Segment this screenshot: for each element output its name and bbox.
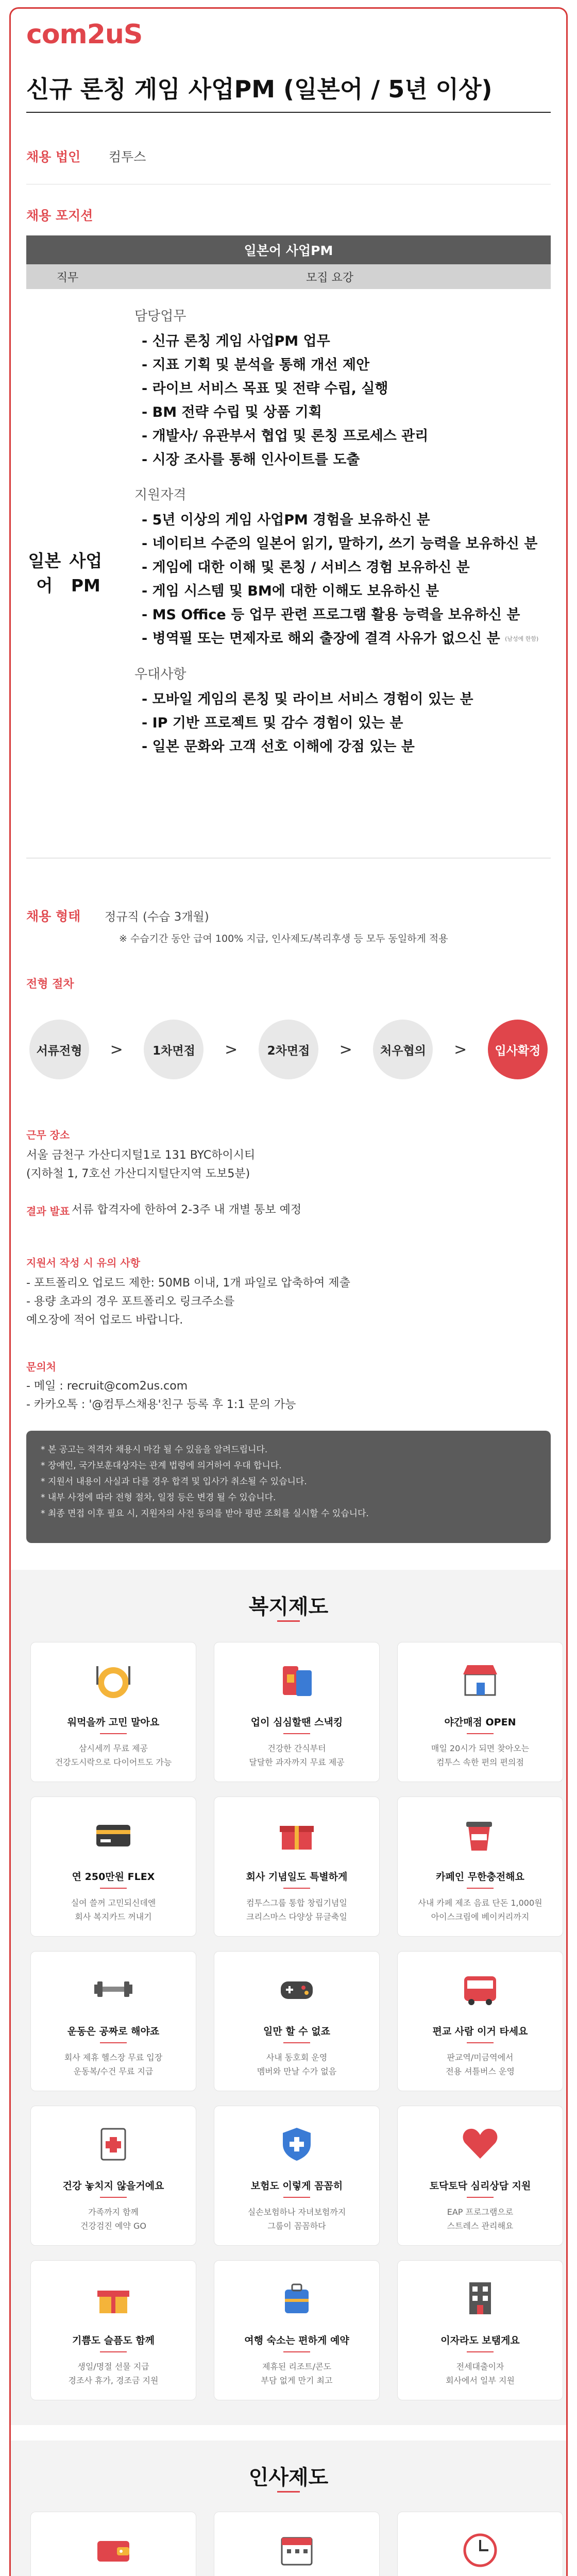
step-interview-1: 1차면접 (144, 1020, 203, 1079)
benefit-desc: 제휴된 리조트/콘도 부담 없게 만기 최고 (261, 2362, 333, 2385)
benefit-divider (283, 2042, 310, 2043)
page-title: 신규 론칭 게임 사업PM (일본어 / 5년 이상) (26, 75, 493, 103)
benefit-title: 건강 놓치지 않을거에요 (62, 2180, 164, 2192)
benefit-card (214, 2106, 380, 2246)
job-name-line: 사업PM (69, 551, 103, 596)
benefit-desc: 실여 쓸꺼 고민되신데엔 회사 복지카드 꺼내기 (71, 1898, 156, 1922)
benefit-title: 일만 할 수 없죠 (263, 2026, 330, 2037)
benefit-desc: 건강한 간식부터 달달한 과자까지 무료 제공 (249, 1743, 345, 1767)
benefit-title: 카페인 무한충전해요 (436, 1871, 524, 1883)
col-requirements: 모집 요강 (306, 271, 353, 284)
benefit-divider (283, 1888, 310, 1889)
benefit-card (214, 1951, 380, 2091)
company-logo: com2uS (26, 19, 143, 50)
list-item (142, 627, 540, 651)
qualifications-list (134, 509, 540, 651)
job-name-line: 일본어 (28, 551, 61, 596)
col-job: 직무 (56, 271, 79, 284)
list-item: - 지표 기획 및 분석을 통해 개선 제안 (142, 353, 540, 377)
notice-line: * 장애인, 국가보훈대상자는 관계 법령에 의거하여 우대 합니다. (41, 1461, 282, 1471)
welfare-heading-underline (277, 1620, 300, 1622)
gift-icon (274, 1811, 320, 1858)
wallet-icon (90, 2527, 137, 2573)
benefit-divider (100, 1733, 127, 1734)
list-item: - 신규 론칭 게임 사업PM 업무 (142, 330, 540, 353)
list-item: - 개발사/ 유관부서 협업 및 론칭 프로세스 관리 (142, 425, 540, 448)
notice-line: * 최종 면접 이후 필요 시, 지원자의 사전 동의를 받아 평판 조회를 실시할 수 있습니다. (41, 1509, 369, 1519)
list-item: - 라이브 서비스 목표 및 전략 수립, 실행 (142, 377, 540, 401)
notice-line: * 지원서 내용이 사실과 다를 경우 합격 및 입사가 취소될 수 있습니다. (41, 1477, 307, 1487)
meal-icon (90, 1657, 137, 1703)
hr-heading: 인사제도 (248, 2466, 329, 2489)
list-item: - 시장 조사를 통해 인사이트를 도출 (142, 448, 540, 472)
benefit-desc: EAP 프로그램으로 스트레스 관리해요 (447, 2207, 514, 2231)
preferred-list (134, 688, 540, 759)
caution-line-3: 예오장에 적어 업로드 바랍니다. (26, 1314, 183, 1327)
contact-email[interactable]: - 메일 : recruit@com2us.com (26, 1380, 188, 1393)
benefit-card (397, 1642, 563, 1782)
benefit-desc: 생일/명절 선물 지급 경조사 휴가, 경조금 지원 (68, 2362, 159, 2385)
benefit-divider (283, 2351, 310, 2352)
benefit-desc: 사내 동호회 운영 멤버와 만날 수가 없음 (257, 2053, 337, 2076)
benefit-card (214, 1642, 380, 1782)
list-item: - 네이티브 수준의 일본어 읽기, 말하기, 쓰기 능력을 보유하신 분 (142, 532, 540, 556)
benefit-card (30, 2512, 196, 2576)
benefit-title: 보험도 이렇게 꼼꼼히 (250, 2180, 343, 2192)
benefit-card (397, 2106, 563, 2246)
benefit-card (397, 1951, 563, 2091)
benefit-card (30, 1951, 196, 2091)
benefit-desc: 컴투스그룹 통합 창립기념일 크리스마스 다양상 뮤글축일 (246, 1898, 347, 1922)
hr-heading-underline (277, 2491, 300, 2493)
card-icon (90, 1811, 137, 1858)
chevron-right-icon: > (339, 1040, 352, 1059)
chevron-right-icon: > (454, 1040, 467, 1059)
benefit-title: 야간매점 OPEN (444, 1717, 516, 1728)
job-table (26, 235, 551, 858)
list-item: - 게임 시스템 및 BM에 대한 이해도 보유하신 분 (142, 580, 540, 603)
location-line-1: 서울 금천구 가산디지털1로 131 BYC하이시티 (26, 1149, 256, 1162)
chevron-right-icon: > (110, 1040, 123, 1059)
list-item: - 일본 문화와 고객 선호 이해에 강점 있는 분 (142, 735, 540, 759)
table-head: 일본어 사업PM (26, 235, 551, 264)
contact-label: 문의처 (26, 1361, 56, 1373)
dumbbell-icon (90, 1966, 137, 2012)
benefit-title: 운동은 공짜로 해야죠 (67, 2026, 160, 2037)
heart-icon (457, 2121, 503, 2167)
benefit-divider (467, 2351, 494, 2352)
checkup-icon (90, 2121, 137, 2167)
benefit-divider (100, 2197, 127, 2198)
process-label: 전형 절차 (26, 978, 74, 991)
step-negotiation: 처우협의 (373, 1020, 433, 1079)
benefit-title: 연 250만원 FLEX (72, 1871, 155, 1883)
corp-label: 채용 법인 (26, 149, 81, 164)
benefit-card (214, 2512, 380, 2576)
coffee-icon (457, 1811, 503, 1858)
list-item-text: 병역필 또는 면제자로 해외 출장에 결격 사유가 없으신 분 (152, 631, 500, 647)
benefit-divider (283, 2197, 310, 2198)
benefit-desc: 판교역/미금역에서 전용 셔틀버스 운영 (446, 2053, 515, 2076)
duties-list (134, 330, 540, 472)
benefit-divider (467, 2042, 494, 2043)
benefit-divider (100, 2042, 127, 2043)
list-item: - 모바일 게임의 론칭 및 라이브 서비스 경험이 있는 분 (142, 688, 540, 711)
snack-icon (274, 1657, 320, 1703)
duties-title: 담당업무 (134, 309, 186, 324)
store-icon (457, 1657, 503, 1703)
benefit-title: 여행 숙소는 편하게 예약 (244, 2335, 349, 2346)
employment-label: 채용 형태 (26, 909, 81, 924)
requirements (109, 289, 551, 858)
table-row (26, 289, 551, 858)
insurance-icon (274, 2121, 320, 2167)
welfare-heading: 복지제도 (248, 1595, 329, 1619)
position-label: 채용 포지션 (26, 208, 93, 223)
list-item: - 5년 이상의 게임 사업PM 경험을 보유하신 분 (142, 509, 540, 532)
benefit-card (214, 2260, 380, 2400)
benefit-title: 업이 심심할땐 스낵킹 (250, 1717, 343, 1728)
benefit-desc: 사내 카페 제조 음료 단돈 1,000원 아이스크림에 베이커리까지 (418, 1898, 542, 1922)
benefit-card (397, 1797, 563, 1937)
step-document: 서류전형 (29, 1020, 89, 1079)
benefit-card (397, 2512, 563, 2576)
game-icon (274, 1966, 320, 2012)
bus-icon (457, 1966, 503, 2012)
contact-kakao: - 카카오톡 : '@컴투스채용'친구 등록 후 1:1 문의 가능 (26, 1398, 296, 1411)
announce-value: 서류 합격자에 한하여 2-3주 내 개별 통보 예정 (72, 1204, 302, 1216)
caution-line-1: - 포트폴리오 업로드 제한: 50MB 이내, 1개 파일로 압축하여 제출 (26, 1277, 350, 1290)
benefit-title: 토닥토닥 심리상담 지원 (429, 2180, 531, 2192)
benefit-card (397, 2260, 563, 2400)
benefit-title: 이자라도 보탬게요 (440, 2335, 520, 2346)
job-name (26, 289, 109, 858)
caution-line-2: - 용량 초과의 경우 포트폴리오 링크주소를 (26, 1295, 235, 1308)
travel-icon (274, 2275, 320, 2321)
location-label: 근무 장소 (26, 1129, 70, 1141)
military-note: (남성에 한함) (505, 635, 539, 642)
preferred-title: 우대사항 (134, 666, 186, 682)
benefit-desc: 가족까지 함께 건강검진 예약 GO (80, 2207, 146, 2231)
announce-label: 결과 발표 (26, 1205, 70, 1217)
benefit-desc: 삼시세끼 무료 제공 건강도시락으로 다이어트도 가능 (55, 1743, 172, 1767)
building-icon (457, 2275, 503, 2321)
benefit-card (30, 1797, 196, 1937)
benefit-desc: 회사 제휴 헬스장 무료 입장 운동복/수건 무료 지급 (64, 2053, 163, 2076)
caution-label: 지원서 작성 시 유의 사항 (26, 1257, 141, 1269)
list-item: - MS Office 등 업무 관련 프로그램 활용 능력을 보유하신 분 (142, 603, 540, 627)
clock-icon (457, 2527, 503, 2573)
benefit-desc: 실손보험하나 자녀보험까지 그룹이 꼼꼼하다 (247, 2207, 346, 2231)
notice-line: * 내부 사정에 따라 전형 절차, 일정 등은 변경 될 수 있습니다. (41, 1493, 276, 1503)
process-steps (26, 1019, 551, 1080)
benefit-desc: 매일 20시가 되면 찾아오는 컴투스 속한 편의 편의점 (431, 1743, 530, 1767)
title-divider (26, 112, 551, 113)
present-icon (90, 2275, 137, 2321)
benefit-title: 편교 사람 이거 타세요 (432, 2026, 528, 2037)
benefit-card (30, 2106, 196, 2246)
benefit-divider (100, 1888, 127, 1889)
table-subhead (26, 264, 551, 289)
job-posting-frame (9, 7, 568, 2576)
benefit-card (214, 1797, 380, 1937)
benefit-divider (467, 2197, 494, 2198)
calendar-icon (274, 2527, 320, 2573)
chevron-right-icon: > (225, 1040, 238, 1059)
step-confirmed: 입사확정 (488, 1020, 548, 1079)
step-interview-2: 2차면접 (259, 1020, 318, 1079)
benefit-divider (100, 2351, 127, 2352)
benefit-card (30, 1642, 196, 1782)
benefit-divider (467, 1733, 494, 1734)
benefit-divider (283, 1733, 310, 1734)
notice-box (26, 1431, 551, 1543)
corp-value: 컴투스 (109, 149, 146, 164)
benefit-divider (467, 1888, 494, 1889)
benefit-title: 회사 기념일도 특별하게 (246, 1871, 348, 1883)
posting-content (26, 9, 551, 2576)
list-item: - IP 기반 프로젝트 및 감수 경험이 있는 분 (142, 711, 540, 735)
list-item: - BM 전략 수립 및 상품 기획 (142, 401, 540, 425)
notice-line: * 본 공고는 적격자 채용시 마감 될 수 있음을 알려드립니다. (41, 1445, 268, 1455)
benefit-card (30, 2260, 196, 2400)
employment-note: ※ 수습기간 동안 급여 100% 지급, 인사제도/복리후생 등 모두 동일하게 적용 (119, 933, 448, 944)
list-item: - 게임에 대한 이해 및 론칭 / 서비스 경험 보유하신 분 (142, 556, 540, 580)
qualifications-title: 지원자격 (134, 487, 186, 503)
location-line-2: (지하철 1, 7호선 가산디지털단지역 도보5분) (26, 1167, 250, 1180)
benefit-title: 워먹을까 고민 말아요 (67, 1717, 160, 1728)
employment-value: 정규직 (수습 3개월) (105, 910, 209, 924)
benefit-title: 기쁨도 슬픔도 함께 (72, 2335, 155, 2346)
benefit-desc: 전세대출이자 회사에서 일부 지원 (446, 2362, 515, 2385)
